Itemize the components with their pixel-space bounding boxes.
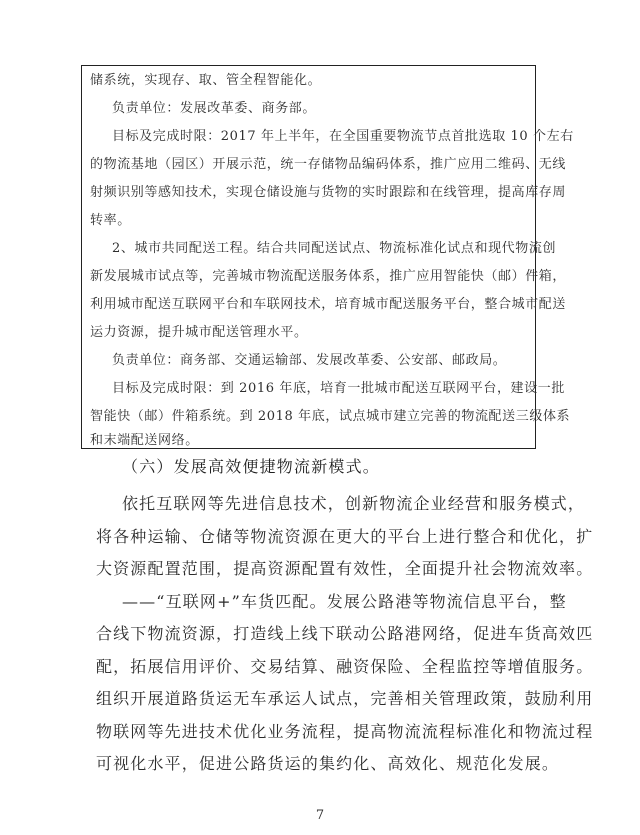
- box-line: 储系统，实现存、取、管全程智能化。: [90, 73, 322, 88]
- paragraph-line: 合线下物流资源，打造线上线下联动公路港网络，促进车货高效匹: [96, 624, 594, 643]
- paragraph-line: 可视化水平，促进公路货运的集约化、高效化、规范化发展。: [96, 754, 560, 773]
- paragraph-line: 配，拓展信用评价、交易结算、融资保险、全程监控等增值服务。: [96, 657, 594, 676]
- paragraph-line: ——“互联网+”车货匹配。发展公路港等物流信息平台，整: [122, 592, 567, 611]
- paragraph-line: 将各种运输、仓储等物流资源在更大的平台上进行整合和优化，扩: [96, 527, 594, 546]
- box-line: 智能快（邮）件箱系统。到 2018 年底，试点城市建立完善的物流配送三级体系: [90, 409, 571, 424]
- paragraph-line: 大资源配置范围，提高资源配置有效性，全面提升社会物流效率。: [96, 559, 594, 578]
- page-number: 7: [315, 808, 325, 823]
- paragraph-line: 依托互联网等先进信息技术，创新物流企业经营和服务模式，: [122, 494, 586, 513]
- section-heading: （六）发展高效便捷物流新模式。: [122, 457, 381, 476]
- box-line: 目标及完成时限：2017 年上半年，在全国重要物流节点首批选取 10 个左右: [112, 129, 574, 144]
- box-line: 射频识别等感知技术，实现仓储设施与货物的实时跟踪和在线管理，提高库存周: [90, 185, 567, 200]
- paragraph-line: 组织开展道路货运无车承运人试点，完善相关管理政策，鼓励利用: [96, 689, 594, 708]
- box-line: 的物流基地（园区）开展示范，统一存储物品编码体系，推广应用二维码、无线: [90, 157, 567, 172]
- paragraph-line: 物联网等先进技术优化业务流程，提高物流流程标准化和物流过程: [96, 722, 594, 741]
- box-line: 目标及完成时限：到 2016 年底，培育一批城市配送互联网平台，建设一批: [112, 381, 565, 396]
- bordered-text-box: [81, 65, 574, 449]
- box-line: 运力资源，提升城市配送管理水平。: [90, 325, 308, 340]
- box-line: 转率。: [90, 213, 131, 228]
- box-line: 负责单位：发展改革委、商务部。: [112, 101, 317, 116]
- box-line: 和末端配送网络。: [90, 433, 199, 448]
- box-line: 新发展城市试点等，完善城市物流配送服务体系，推广应用智能快（邮）件箱，: [90, 269, 567, 284]
- box-line: 负责单位：商务部、交通运输部、发展改革委、公安部、邮政局。: [112, 353, 507, 368]
- box-line: 利用城市配送互联网平台和车联网技术，培育城市配送服务平台，整合城市配送: [90, 297, 567, 312]
- box-line: 2、城市共同配送工程。结合共同配送试点、物流标准化试点和现代物流创: [112, 241, 557, 256]
